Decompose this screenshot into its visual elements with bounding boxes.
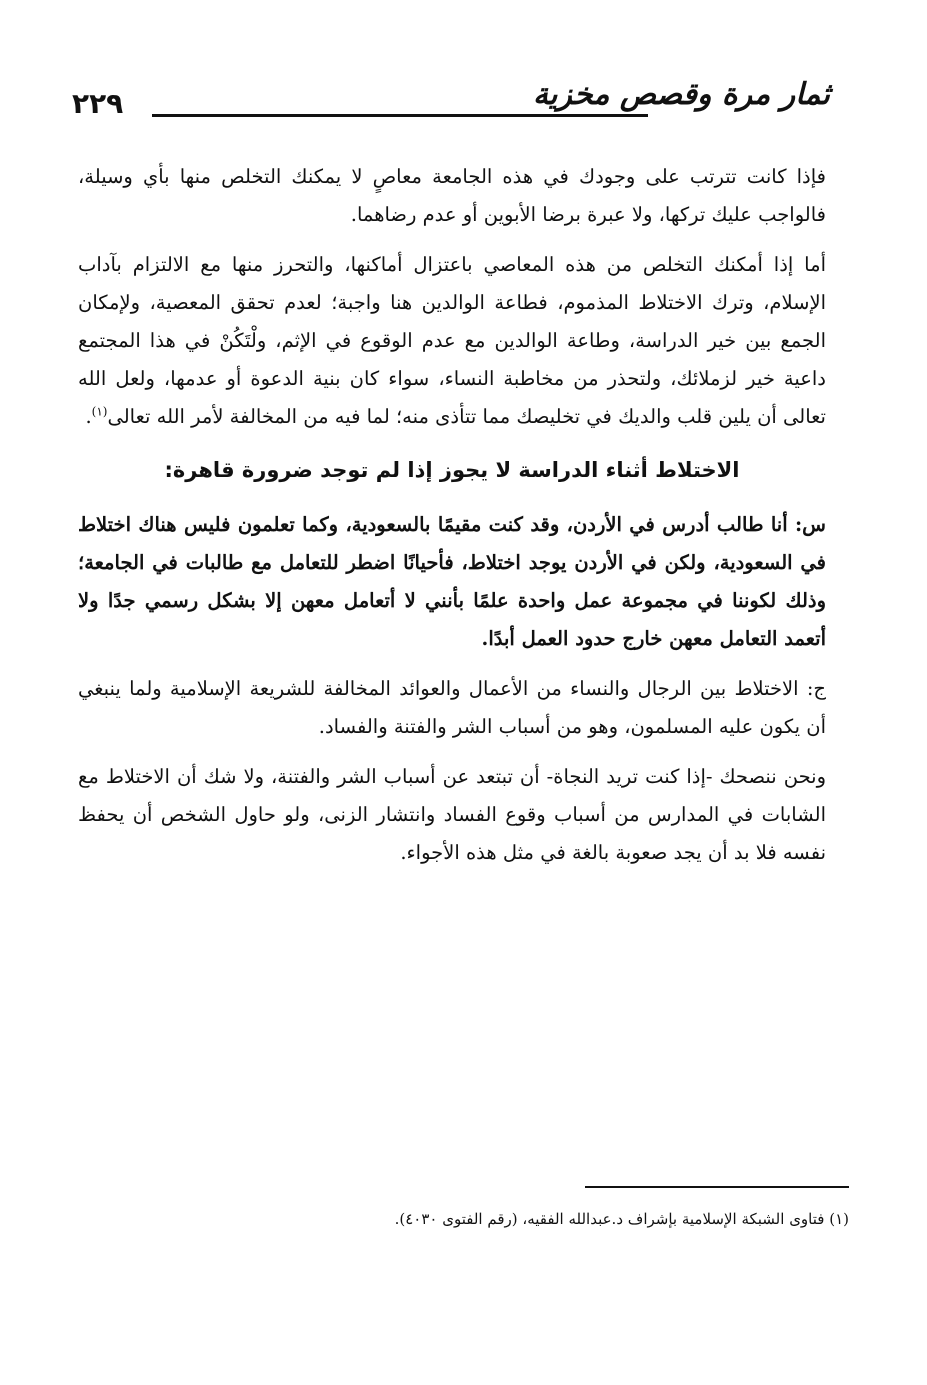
footnote-separator [585, 1186, 849, 1188]
paragraph-2 [78, 246, 826, 436]
paragraph-2-text: أما إذا أمكنك التخلص من هذه المعاصي باعتزال أماكنها، والتحرز منها مع الالتزام بآداب الإسلام، وترك الاختلاط المذموم، فطاعة الوالدين هنا واجبة؛ لعدم تحقق المعصية، ولإمكان الجمع بين خير الدراسة، وطاعة الوالدين مع عدم الوقوع في الإثم، ولْتَكُنْ في هذا المجتمع داعية خير لزملائك، ولتحذر من مخاطبة النساء، سواء كان بنية الدعوة أو عدمها، ولعل الله تعالى أن يلين قلب والديك في تخليصك مما تتأذى منه؛ لما فيه من المخالفة لأمر الله تعالى [78, 253, 826, 428]
paragraph-1: فإذا كانت تترتب على وجودك في هذه الجامعة معاصٍ لا يمكنك التخلص منها بأي وسيلة، فالواجب عليك تركها، ولا عبرة برضا الأبوين أو عدم رضاهما. [78, 165, 826, 226]
page-body [78, 158, 826, 884]
running-title: ثمار مرة وقصص مخزية [532, 77, 830, 112]
paragraph-2-end: . [85, 405, 92, 428]
answer-paragraph: ج: الاختلاط بين الرجال والنساء من الأعمال والعوائد المخالفة للشريعة الإسلامية ولما ينبغي أن يكون عليه المسلمون، وهو من أسباب الشر والفتنة والفساد. [78, 677, 826, 738]
question-paragraph: س: أنا طالب أدرس في الأردن، وقد كنت مقيمًا بالسعودية، وكما تعلمون فليس هناك اختلاط في السعودية، ولكن في الأردن يوجد اختلاط، فأحيانًا اضطر للتعامل مع طالبات في الجامعة؛ وذلك لكوننا في مجموعة عمل واحدة علمًا بأنني لا أتعامل معهن إلا بشكل رسمي جدًا ولا أتعمد التعامل معهن خارج حدود العمل أبدًا. [78, 513, 826, 650]
page-number: ٢٢٩ [72, 87, 124, 120]
footnote: (١) فتاوى الشبكة الإسلامية بإشراف د.عبدالله الفقيه، (رقم الفتوى ٤٠٣٠). [394, 1210, 849, 1228]
page-header [72, 70, 830, 130]
section-heading: الاختلاط أثناء الدراسة لا يجوز إذا لم توجد ضرورة قاهرة: [164, 458, 740, 482]
header-rule [152, 114, 648, 117]
footnote-reference: (١) [91, 404, 108, 419]
advice-paragraph: ونحن ننصحك -إذا كنت تريد النجاة- أن تبتعد عن أسباب الشر والفتنة، ولا شك أن الاختلاط مع الشابات في المدارس من أسباب وقوع الفساد وانتشار الزنى، ولو حاول الشخص أن يحفظ نفسه فلا بد أن يجد صعوبة بالغة في مثل هذه الأجواء. [78, 765, 826, 864]
